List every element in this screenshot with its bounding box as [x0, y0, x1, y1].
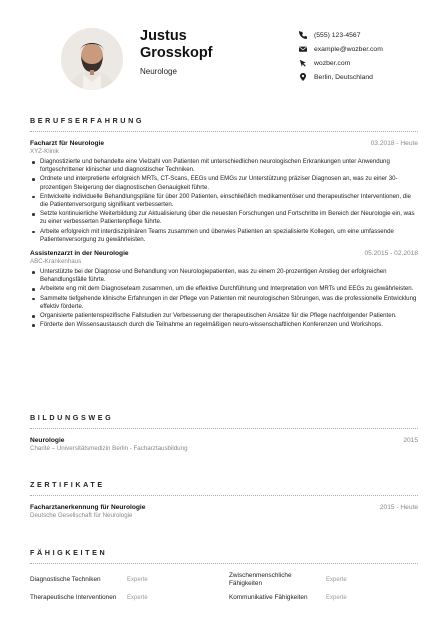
- certificate-entry: [30, 504, 418, 519]
- location-text: Berlin, Deutschland: [314, 73, 373, 81]
- entry-title: Neurologie: [30, 437, 65, 444]
- location-icon: [298, 72, 308, 82]
- certificates-section: [30, 480, 418, 519]
- skill-level: Experte: [127, 595, 148, 601]
- education-entry: [30, 437, 418, 452]
- experience-entry: [30, 250, 418, 329]
- bullet-item: Förderte den Wissensaustausch durch die Teilnahme an regelmäßigen neuro-wissenschaftlichen Konferenzen und Workshops.: [40, 321, 418, 329]
- bullet-item: Setzte kontinuierliche Weiterbildung zur Aktualisierung über die neuesten Forschungen und Fortschritte im Bereich der Neurologie ein, was zu einer verbesserten Patientenpflege führte.: [40, 210, 418, 226]
- contact-website: [298, 56, 383, 70]
- bullet-item: Organisierte patientenspezifische Fallstudien zur Verbesserung der therapeutischen Ansätze für die Pflege nachfolgender Patienten.: [40, 312, 418, 320]
- bullet-item: Ordnete und interpretierte erfolgreich MRTs, CT-Scans, EEGs und EMGs zur Unterstützung präziser Diagnosen an, was zu einer 30-prozentigen Steigerung der diagnostischen Genauigkeit führte.: [40, 175, 418, 191]
- website-text: wozber.com: [314, 59, 351, 67]
- last-name: Grosskopf: [140, 45, 213, 61]
- entry-title: Assistenzarzt in der Neurologie: [30, 250, 129, 258]
- candidate-name: [140, 28, 213, 62]
- job-title: Neurologe: [140, 67, 177, 76]
- phone-icon: [298, 30, 308, 40]
- entry-date: 2015: [403, 437, 418, 444]
- entry-organization: Charité – Universitätsmedizin Berlin - Facharztausbildung: [30, 445, 188, 452]
- bullet-list: [30, 158, 418, 244]
- skill-item: [229, 591, 418, 605]
- section-title: BERUFSERFAHRUNG: [30, 116, 145, 125]
- skill-name: Zwischenmenschliche Fähigkeiten: [229, 572, 292, 587]
- experience-entry: [30, 140, 418, 244]
- resume-header: [30, 0, 418, 112]
- avatar: [61, 28, 123, 90]
- skill-level: Experte: [326, 577, 347, 583]
- section-divider: [30, 495, 418, 496]
- section-divider: [30, 131, 418, 132]
- skill-name: Therapeutische Interventionen: [30, 594, 117, 601]
- phone-text: (555) 123-4567: [314, 31, 361, 39]
- section-title: FÄHIGKEITEN: [30, 548, 108, 557]
- section-divider: [30, 428, 418, 429]
- entry-organization: XYZ-Klinik: [30, 148, 59, 155]
- entry-organization: Deutsche Gesellschaft für Neurologie: [30, 512, 133, 519]
- contact-phone: [298, 28, 383, 42]
- entry-title: Facharztanerkennung für Neurologie: [30, 504, 146, 511]
- bullet-item: Arbeite erfolgreich mit interdisziplinären Teams zusammen und überwies Patienten an spezialisierte Kollegen, um eine umfassende Patientenversorgung zu gewährleisten.: [40, 228, 418, 244]
- bullet-item: Unterstützte bei der Diagnose und Behandlung von Neurologiepatienten, was zu einem 20-prozentigen Anstieg der erfolgreichen Behandlungsfälle führte.: [40, 268, 418, 284]
- entry-date: 03.2018 - Heute: [370, 140, 418, 147]
- entry-organization: ABC-Krankenhaus: [30, 258, 82, 266]
- section-divider: [30, 563, 418, 564]
- contact-email: [298, 42, 383, 56]
- entry-date: 05.2015 - 02.2018: [364, 250, 418, 258]
- email-icon: [298, 44, 308, 54]
- skill-item: [229, 572, 418, 588]
- skill-level: Experte: [326, 595, 347, 601]
- skill-item: [30, 591, 219, 605]
- avatar-photo: [61, 28, 123, 90]
- entry-title: Facharzt für Neurologie: [30, 140, 105, 147]
- skills-grid: [30, 572, 418, 605]
- experience-section: [30, 116, 418, 330]
- bullet-list: [30, 268, 418, 329]
- section-title: BILDUNGSWEG: [30, 413, 114, 422]
- contact-location: [298, 70, 383, 84]
- first-name: Justus: [140, 28, 187, 44]
- website-icon: [298, 58, 308, 68]
- skill-name: Kommunikative Fähigkeiten: [229, 594, 308, 601]
- entry-date: 2015 - Heute: [379, 504, 418, 511]
- skills-section: [30, 548, 418, 605]
- bullet-item: Sammelte tiefgehende klinische Erfahrungen in der Pflege von Patienten mit neurologischen Störungen, was die professionelle Entwicklung effektiv förderte.: [40, 294, 417, 310]
- section-title: ZERTIFIKATE: [30, 480, 105, 489]
- email-text: example@wozber.com: [314, 45, 383, 53]
- bullet-item: Arbeitete eng mit dem Diagnoseteam zusammen, um die effektive Durchführung und Interpretation von MRTs und EEGs zu gewährleisten.: [40, 285, 418, 293]
- education-section: [30, 413, 418, 452]
- skill-level: Experte: [127, 577, 148, 583]
- contact-list: [298, 28, 383, 84]
- skill-name: Diagnostische Techniken: [30, 576, 101, 583]
- bullet-item: Entwickelte individuelle Behandlungspläne für über 200 Patienten, einschließlich medikamentöser und therapeutischer Interventionen, die die Patientenversorgung signifikant verbesserten.: [40, 193, 418, 209]
- bullet-item: Diagnostizierte und behandelte eine Vielzahl von Patienten mit unterschiedlichen neurologischen Erkrankungen unter Anwendung fortgeschrittener klinischer und diagnostischer Techniken.: [40, 158, 418, 174]
- skill-item: [30, 572, 219, 588]
